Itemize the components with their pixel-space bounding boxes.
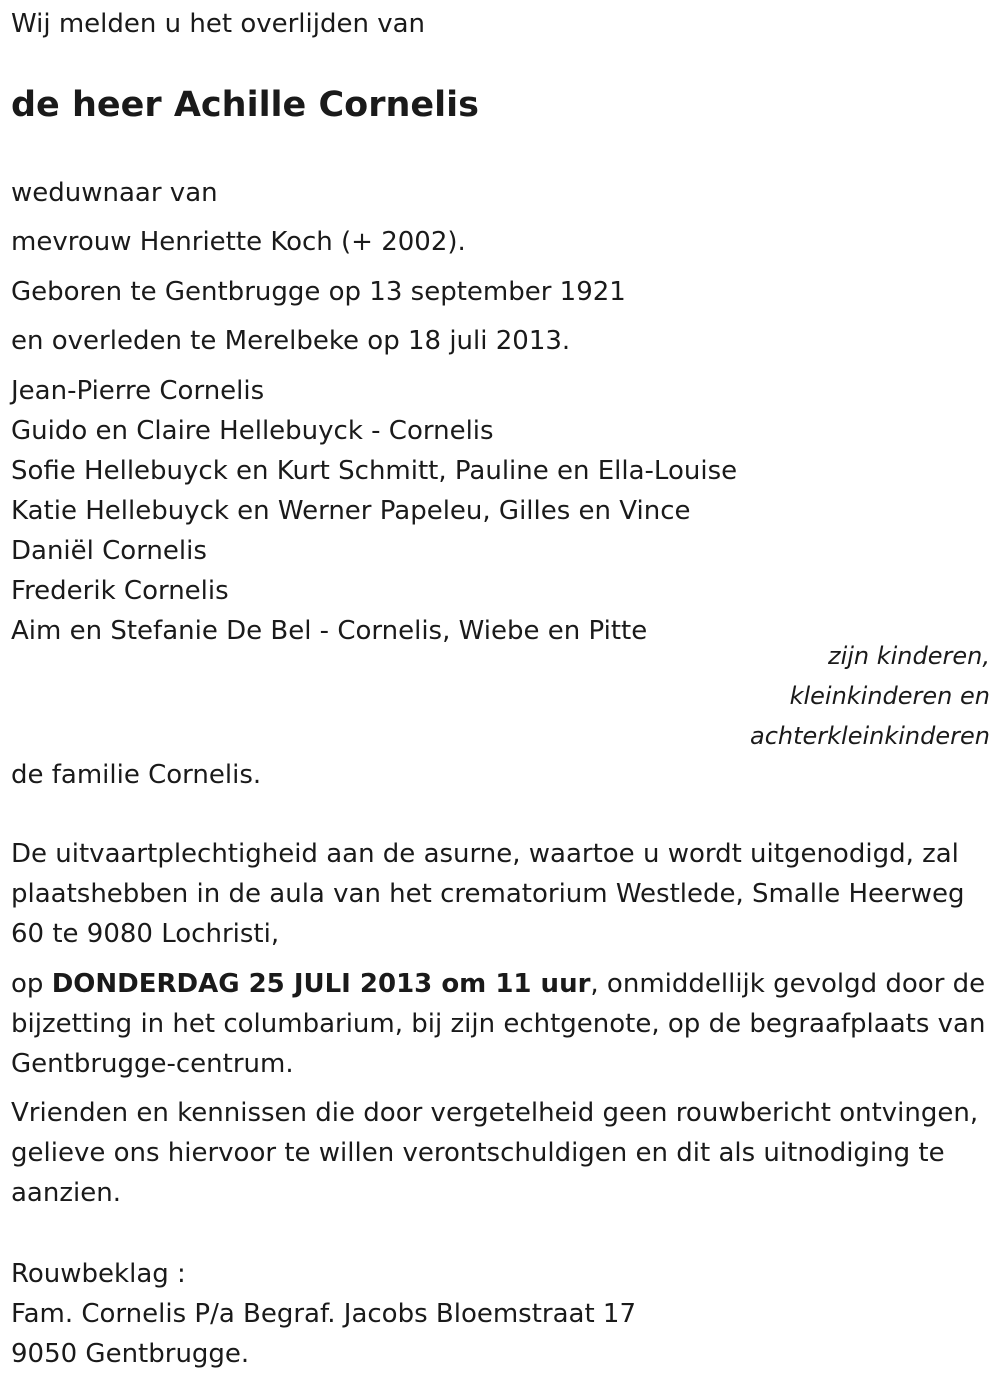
family-member: Daniël Cornelis (11, 536, 207, 566)
family-member: Guido en Claire Hellebuyck - Cornelis (11, 416, 494, 446)
condolence-label: Rouwbeklag : (11, 1259, 186, 1289)
family-member: Aim en Stefanie De Bel - Cornelis, Wiebe en Pitte (11, 616, 648, 646)
relation-line: achterkleinkinderen (750, 722, 990, 750)
family-member: Frederik Cornelis (11, 576, 229, 606)
death-info: en overleden te Merelbeke op 18 juli 2013. (11, 326, 571, 356)
ceremony-paragraph: De uitvaartplechtigheid aan de asurne, waartoe u wordt uitgenodigd, zal plaatshebben in de aula van het crematorium Westlede, Smalle Heerweg 60 te 9080 Lochristi, (11, 839, 965, 949)
relation-line: kleinkinderen en (789, 682, 990, 710)
ceremony-date: DONDERDAG 25 JULI 2013 om 11 uur (51, 969, 591, 999)
date-paragraph (11, 964, 989, 1084)
intro-text: Wij melden u het overlijden van (11, 9, 426, 39)
relation-label: weduwnaar van (11, 178, 218, 208)
deceased-name: de heer Achille Cornelis (11, 85, 479, 125)
family-member: Katie Hellebuyck en Werner Papeleu, Gilles en Vince (11, 496, 691, 526)
relation-description (750, 636, 990, 756)
date-prefix: op (11, 969, 52, 999)
friends-paragraph: Vrienden en kennissen die door vergetelheid geen rouwbericht ontvingen, gelieve ons hiervoor te willen verontschuldigen en dit als uitnodiging te aanzien. (11, 1098, 979, 1208)
date-suffix: , onmiddellijk gevolgd door de bijzetting in het columbarium, bij zijn echtgenote, op de begraafplaats van Gentbrugge-centrum. (11, 969, 986, 1079)
relation-line: zijn kinderen, (827, 642, 990, 670)
birth-info: Geboren te Gentbrugge op 13 september 1921 (11, 277, 626, 307)
family-member: Sofie Hellebuyck en Kurt Schmitt, Pauline en Ella-Louise (11, 456, 738, 486)
address-line-2: 9050 Gentbrugge. (11, 1339, 250, 1369)
family-list (11, 371, 737, 651)
spouse-name: mevrouw Henriette Koch (+ 2002). (11, 227, 466, 257)
address-line-1: Fam. Cornelis P/a Begraf. Jacobs Bloemstraat 17 (11, 1299, 637, 1329)
family-member: Jean-Pierre Cornelis (11, 376, 265, 406)
family-name-line: de familie Cornelis. (11, 760, 262, 790)
